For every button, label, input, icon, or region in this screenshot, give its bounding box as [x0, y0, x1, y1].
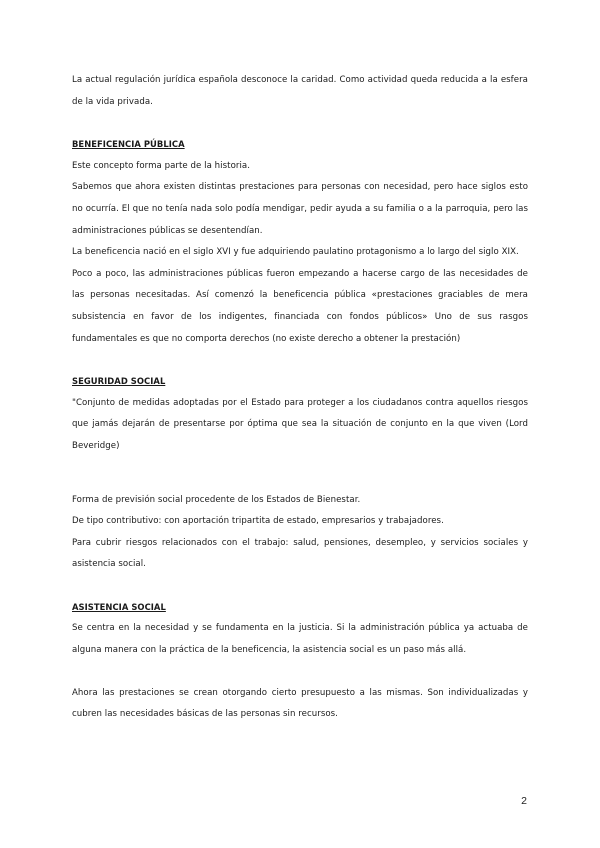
section-seguridad	[72, 371, 528, 576]
paragraph: De tipo contributivo: con aportación tripartita de estado, empresarios y trabajadores.	[72, 516, 444, 527]
paragraph: Forma de previsión social procedente de los Estados de Bienestar.	[72, 494, 361, 505]
page-number: 2	[521, 795, 527, 807]
paragraph: Ahora las prestaciones se crean otorgando cierto presupuesto a las mismas. Son individualizadas y cubren las necesidades básicas de las personas sin recursos.	[72, 687, 528, 720]
paragraph: Se centra en la necesidad y se fundamenta en la justicia. Si la administración pública ya actuaba de alguna manera con la práctica de la beneficencia, la asistencia social es un paso más allá.	[72, 623, 528, 656]
paragraph: La beneficencia nació en el siglo XVI y fue adquiriendo paulatino protagonismo a lo largo del siglo XIX.	[72, 247, 519, 258]
section-beneficencia	[72, 134, 528, 350]
document-body	[72, 70, 528, 726]
quote-paragraph: "Conjunto de medidas adoptadas por el Estado para proteger a los ciudadanos contra aquellos riesgos que jamás dejarán de presentarse por óptima que sea la situación de conjunto en la que viven (Lord Beveridge)	[72, 397, 528, 451]
section-heading-beneficencia: BENEFICENCIA PÚBLICA	[72, 139, 185, 150]
section-heading-seguridad: SEGURIDAD SOCIAL	[72, 376, 166, 387]
intro-paragraph: La actual regulación jurídica española desconoce la caridad. Como actividad queda reducida a la esfera de la vida privada.	[72, 75, 528, 107]
section-heading-asistencia: ASISTENCIA SOCIAL	[72, 601, 166, 612]
section-asistencia	[72, 597, 528, 726]
paragraph: Sabemos que ahora existen distintas prestaciones para personas con necesidad, pero hace siglos esto no ocurría. El que no tenía nada solo podía mendigar, pedir ayuda a su familia o a la parroquia, pero las administraciones públicas se desentendían.	[72, 182, 528, 236]
paragraph: Para cubrir riesgos relacionados con el trabajo: salud, pensiones, desempleo, y servicios sociales y asistencia social.	[72, 537, 528, 570]
paragraph: Poco a poco, las administraciones públicas fueron empezando a hacerse cargo de las necesidades de las personas necesitadas. Así comenzó la beneficencia pública «prestaciones graciables de mera subsistencia en favor de los indigentes, financiada con fondos públicos» Uno de sus rasgos fundamentales es que no comporta derechos (no existe derecho a obtener la prestación)	[72, 268, 528, 344]
paragraph: Este concepto forma parte de la historia.	[72, 160, 250, 171]
